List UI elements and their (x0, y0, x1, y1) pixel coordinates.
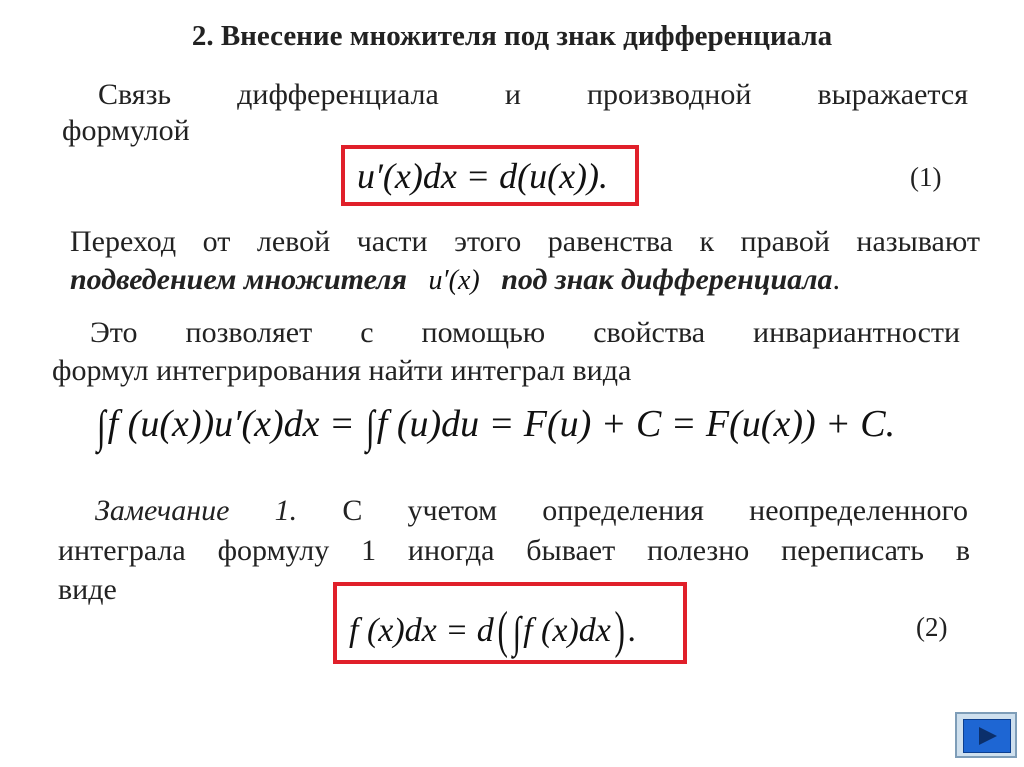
word: от (202, 225, 231, 258)
integral-sign: ∫ (366, 401, 375, 452)
equation-1: u′(x)dx = d(u(x)). (357, 156, 609, 196)
equation-2-number: (2) (916, 612, 948, 642)
equation-2-box (333, 582, 687, 664)
word: интеграла (58, 534, 186, 567)
word: формулу (217, 534, 330, 567)
word: бывает (526, 534, 616, 567)
word: позволяет (185, 316, 313, 349)
word: с (360, 316, 374, 349)
word: Связь (98, 78, 172, 111)
word: Переход (70, 225, 177, 258)
para1-line2: формулой (62, 114, 190, 147)
word: равенства (547, 225, 673, 258)
para1-line1 (98, 77, 968, 113)
word: и (504, 78, 521, 111)
play-next-icon (977, 726, 999, 746)
eq2-left: f (x)dx = d (349, 612, 494, 649)
remark-line1 (95, 493, 968, 529)
word: неопределенного (749, 494, 969, 527)
word: помощью (421, 316, 546, 349)
word: дифференциала (237, 78, 439, 111)
word: левой (256, 225, 331, 258)
integral-equation (95, 400, 895, 453)
word: правой (740, 225, 830, 258)
remark-label: 1. (274, 494, 298, 527)
para3-line1 (90, 315, 960, 351)
integral-sign: ∫ (96, 401, 106, 452)
word: С (342, 494, 363, 527)
word: определения (542, 494, 704, 527)
word: в (955, 534, 970, 567)
word: к (699, 225, 715, 258)
word: выражается (817, 78, 969, 111)
word: иногда (407, 534, 495, 567)
term-bold-right: под знак дифференциала (501, 263, 833, 296)
integral-right: f (u)du = F(u) + C = F(u(x)) + C. (376, 403, 896, 445)
equation-2 (349, 601, 637, 660)
big-paren-close: ) (614, 602, 625, 659)
integral-left: f (u(x))u′(x)dx = (107, 403, 365, 445)
word: переписать (781, 534, 924, 567)
word: Это (90, 316, 138, 349)
remark-label: Замечание (95, 494, 230, 527)
equation-1-box (341, 145, 639, 206)
slide-title: 2. Внесение множителя под знак дифференциала (191, 20, 833, 52)
eq2-inner: f (x)dx (523, 612, 611, 649)
period: . (628, 612, 637, 649)
remark-line2 (58, 533, 970, 569)
big-paren-open: ( (497, 602, 508, 659)
word: производной (586, 78, 752, 111)
para3-line2: формул интегрирования найти интеграл вида (52, 354, 632, 387)
remark-line3: виде (58, 573, 117, 606)
word: 1 (361, 534, 377, 567)
word: называют (856, 225, 980, 258)
equation-1-number: (1) (910, 162, 942, 192)
word: инвариантности (753, 316, 961, 349)
para2-line2 (70, 262, 840, 299)
inline-math-uprime: u′(x) (428, 265, 480, 296)
word: полезно (647, 534, 750, 567)
word: свойства (593, 316, 706, 349)
next-slide-button[interactable] (955, 712, 1017, 758)
next-slide-button-face[interactable] (963, 719, 1011, 753)
word: учетом (407, 494, 498, 527)
integral-sign: ∫ (512, 608, 522, 657)
period: . (832, 263, 841, 296)
term-bold-left: подведением множителя (70, 263, 408, 296)
word: этого (454, 225, 522, 258)
word: части (356, 225, 428, 258)
para2-line1 (70, 224, 980, 260)
